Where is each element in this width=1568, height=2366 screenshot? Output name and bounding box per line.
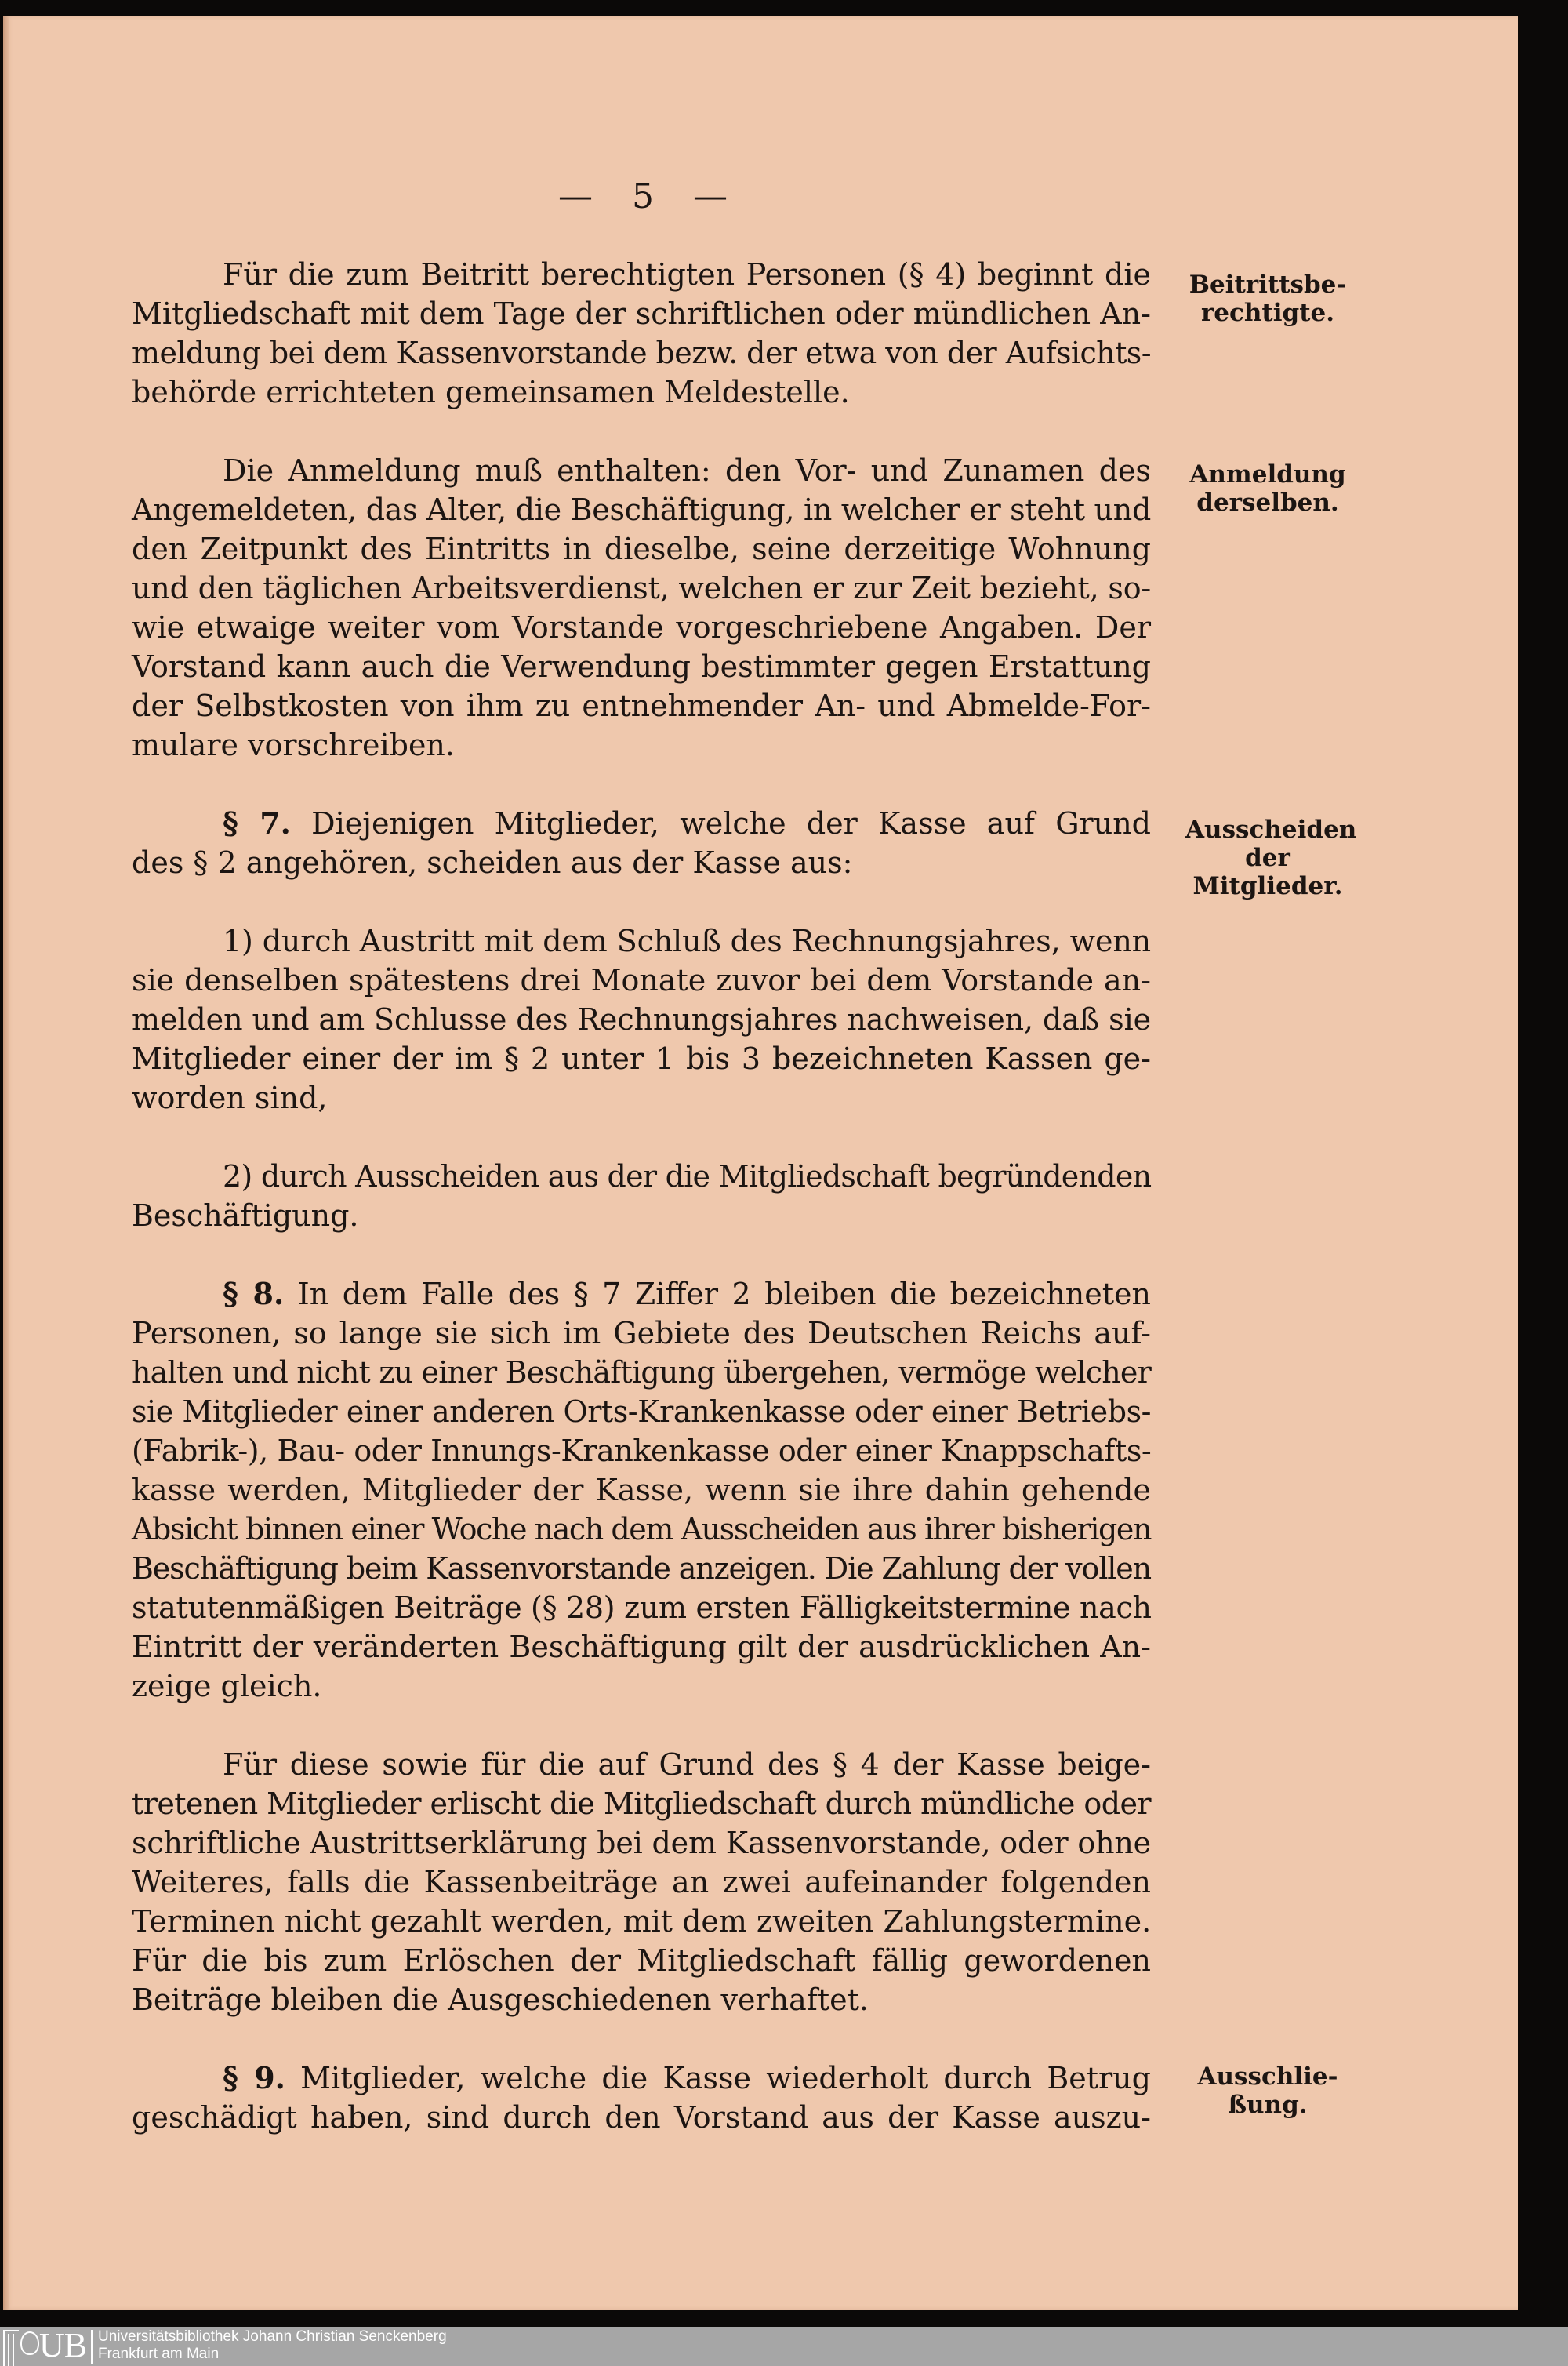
- text-line: 1) durch Austritt mit dem Schluß des Rechnungsjahres, wenn: [223, 924, 1151, 958]
- margin-note-line: der Mitglieder.: [1192, 844, 1343, 900]
- text-line: Für diese sowie für die auf Grund des § 4 der Kasse beige-: [223, 1747, 1151, 1782]
- text-line: Terminen nicht gezahlt werden, mit dem zweiten Zahlungstermine.: [132, 1904, 1152, 1939]
- text-line: Mitglieder einer der im § 2 unter 1 bis 3 bezeichneten Kassen ge-: [132, 1041, 1151, 1076]
- text-line: Weiteres, falls die Kassenbeiträge an zwei aufeinander folgenden: [132, 1865, 1151, 1899]
- text-line: sie denselben spätestens drei Monate zuvor bei dem Vorstande an-: [132, 963, 1151, 998]
- text-line: sie Mitglieder einer anderen Orts-Krankenkasse oder einer Betriebs-: [132, 1394, 1151, 1429]
- margin-note-line: Ausscheiden: [1185, 816, 1357, 844]
- text-line: tretenen Mitglieder erlischt die Mitgliedschaft durch mündliche oder: [132, 1786, 1151, 1821]
- margin-note-line: Ausschlie-: [1197, 2063, 1338, 2091]
- text-line: Mitgliedschaft mit dem Tage der schriftlichen oder mündlichen An-: [132, 296, 1151, 331]
- section-text: Mitglieder, welche die Kasse wiederholt durch Betrug: [300, 2061, 1151, 2095]
- section-number: § 9.: [223, 2060, 285, 2095]
- text-line: melden und am Schlusse des Rechnungsjahres nachweisen, daß sie: [132, 1002, 1152, 1037]
- text-line: [132, 1274, 1151, 1314]
- section-number: § 8.: [223, 1276, 285, 1311]
- section-text: In dem Falle des § 7 Ziffer 2 bleiben die bezeichneten: [297, 1277, 1151, 1311]
- text-line: des § 2 angehören, scheiden aus der Kasse aus:: [132, 845, 853, 880]
- margin-note-line: Anmeldung: [1189, 460, 1346, 489]
- section-number: § 7.: [223, 805, 291, 841]
- ub-logo-icon: [3, 2328, 91, 2364]
- text-line: Angemeldeten, das Alter, die Beschäftigung, in welcher er steht und: [132, 492, 1151, 527]
- text-line: [132, 804, 1151, 843]
- margin-note-beitrittsberechtigte: [1185, 271, 1350, 327]
- margin-note-anmeldung: [1185, 460, 1350, 517]
- text-line: der Selbstkosten von ihm zu entnehmender An- und Abmelde-For-: [132, 689, 1151, 723]
- text-line: Für die zum Beitritt berechtigten Personen (§ 4) beginnt die: [223, 257, 1151, 292]
- library-name: [98, 2328, 447, 2363]
- paragraph-membership-end: [132, 1745, 1151, 2019]
- portrait-icon: [20, 2331, 39, 2355]
- text-line: statutenmäßigen Beiträge (§ 28) zum ersten Fälligkeitstermine nach: [132, 1590, 1152, 1625]
- text-line: Eintritt der veränderten Beschäftigung gilt der ausdrücklichen An-: [132, 1630, 1151, 1664]
- text-line: Absicht binnen einer Woche nach dem Ausscheiden aus ihrer bisherigen: [132, 1512, 1151, 1546]
- text-line: Beschäftigung.: [132, 1198, 359, 1233]
- text-line: geschädigt haben, sind durch den Vorstand aus der Kasse auszu-: [132, 2100, 1151, 2135]
- text-line: mulare vorschreiben.: [132, 728, 455, 762]
- logo-divider: [91, 2330, 93, 2364]
- margin-note-ausscheiden: [1185, 816, 1357, 900]
- text-line: den Zeitpunkt des Eintritts in dieselbe, seine derzeitige Wohnung: [132, 532, 1151, 566]
- text-line: schriftliche Austrittserklärung bei dem Kassenvorstande, oder ohne: [132, 1826, 1151, 1860]
- text-line: [132, 2059, 1151, 2098]
- page-number: — 5 —: [558, 176, 742, 216]
- paragraph-registration-contents: [132, 451, 1151, 765]
- text-line: worden sind,: [132, 1081, 328, 1115]
- margin-note-line: rechtigte.: [1200, 299, 1335, 327]
- paragraph-membership-start: [132, 255, 1151, 412]
- text-line: 2) durch Ausscheiden aus der die Mitgliedschaft begründenden: [223, 1159, 1152, 1194]
- section-7: [132, 804, 1151, 882]
- text-line: Für die bis zum Erlöschen der Mitgliedschaft fällig gewordenen: [132, 1943, 1151, 1978]
- text-line: kasse werden, Mitglieder der Kasse, wenn sie ihre dahin gehende: [132, 1473, 1151, 1507]
- logo-text: UB: [39, 2326, 88, 2364]
- list-item-1: [132, 921, 1151, 1118]
- library-name-line2: Frankfurt am Main: [98, 2346, 220, 2362]
- margin-note-ausschliessung: [1185, 2063, 1350, 2119]
- text-line: Beschäftigung beim Kassenvorstande anzeigen. Die Zahlung der vollen: [132, 1551, 1151, 1586]
- text-line: behörde errichteten gemeinsamen Meldestelle.: [132, 375, 850, 409]
- library-name-line1: Universitätsbibliothek Johann Christian Senckenberg: [98, 2328, 447, 2345]
- section-9: [132, 2059, 1151, 2137]
- text-line: und den täglichen Arbeitsverdienst, welchen er zur Zeit bezieht, so-: [132, 571, 1152, 605]
- text-line: zeige gleich.: [132, 1669, 322, 1703]
- margin-note-line: derselben.: [1196, 489, 1339, 517]
- list-item-2: [132, 1157, 1151, 1235]
- text-line: Die Anmeldung muß enthalten: den Vor- und Zunamen des: [223, 453, 1151, 488]
- text-line: meldung bei dem Kassenvorstande bezw. der etwa von der Aufsichts-: [132, 336, 1151, 370]
- text-line: wie etwaige weiter vom Vorstande vorgeschriebene Angaben. Der: [132, 610, 1151, 645]
- section-text: Diejenigen Mitglieder, welche der Kasse auf Grund: [311, 806, 1151, 841]
- document-body: [132, 255, 1151, 2137]
- library-banner: [0, 2327, 1568, 2366]
- text-line: halten und nicht zu einer Beschäftigung übergehen, vermöge welcher: [132, 1355, 1151, 1390]
- margin-note-line: ßung.: [1228, 2091, 1308, 2119]
- text-line: Vorstand kann auch die Verwendung bestimmter gegen Erstattung: [132, 649, 1151, 684]
- text-line: Beiträge bleiben die Ausgeschiedenen verhaftet.: [132, 1983, 869, 2017]
- text-line: Personen, so lange sie sich im Gebiete des Deutschen Reichs auf-: [132, 1316, 1151, 1350]
- margin-note-line: Beitrittsbe-: [1189, 271, 1347, 299]
- text-line: (Fabrik-), Bau- oder Innungs-Krankenkasse oder einer Knappschafts-: [132, 1434, 1152, 1468]
- book-spines-icon: [3, 2330, 19, 2366]
- section-8: [132, 1274, 1151, 1706]
